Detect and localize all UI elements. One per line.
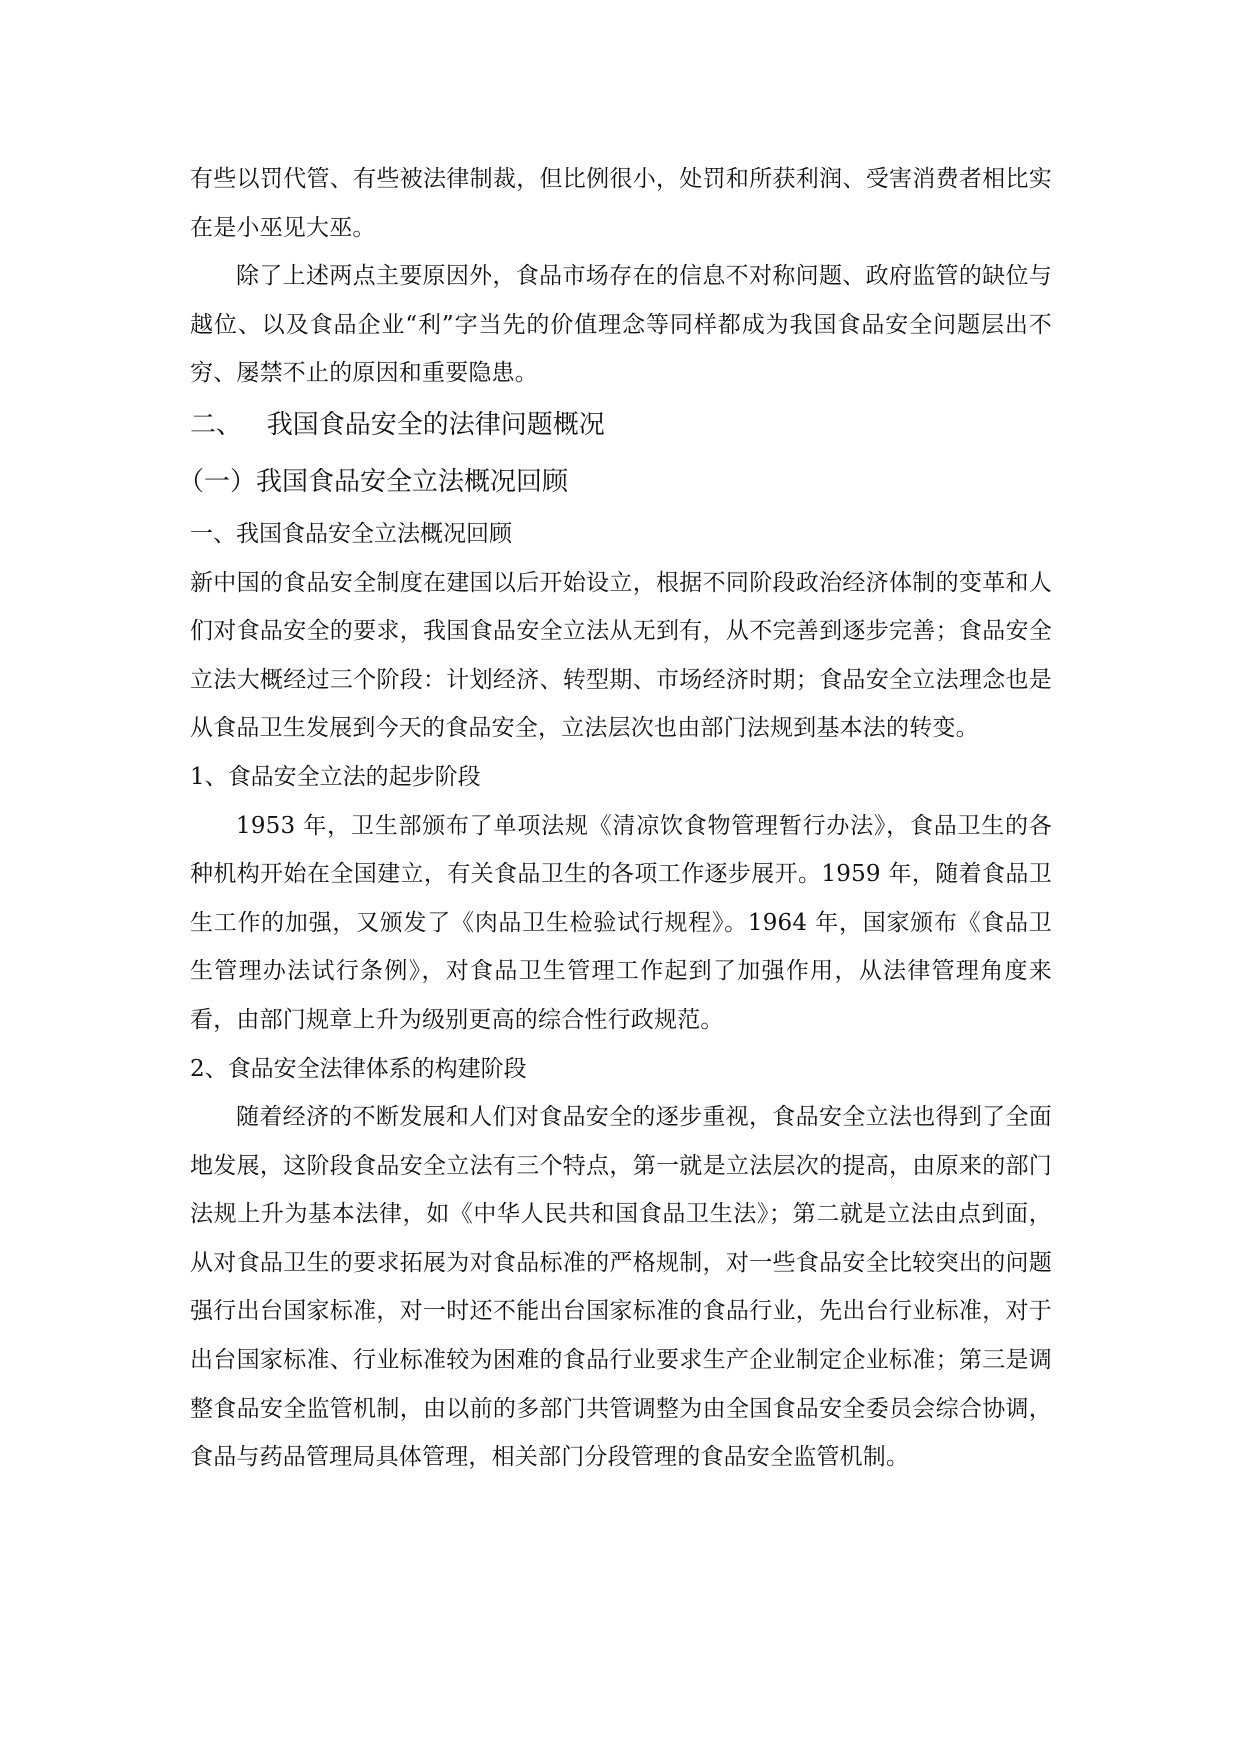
stage2-paragraph: 随着经济的不断发展和人们对食品安全的逐步重视，食品安全立法也得到了全面地发展，这阶段食品安全立法有三个特点，第一就是立法层次的提高，由原来的部门法规上升为基本法律，如《中华人民共和国食品卫生法》；第二就是立法由点到面，从对食品卫生的要求拓展为对食品标准的严格规制，对一些食品安全比较突出的问题强行出台国家标准，对一时还不能出台国家标准的食品行业，先出台行业标准，对于出台国家标准、行业标准较为困难的食品行业要求生产企业制定企业标准；第三是调整食品安全监管机制，由以前的多部门共管调整为由全国食品安全委员会综合协调，食品与药品管理局具体管理，相关部门分段管理的食品安全监管机制。	[190, 1104, 1052, 1471]
stage2-heading: 2、食品安全法律体系的构建阶段	[190, 1055, 527, 1082]
document-body	[178, 155, 1052, 1482]
paragraph-continuation: 有些以罚代管、有些被法律制裁，但比例很小，处罚和所获利润、受害消费者相比实在是小巫见大巫。	[190, 166, 1052, 241]
stage1-paragraph: 1953 年，卫生部颁布了单项法规《清凉饮食物管理暂行办法》，食品卫生的各种机构开始在全国建立，有关食品卫生的各项工作逐步展开。1959 年，随着食品卫生工作的加强，又颁发了《肉品卫生检验试行规程》。1964 年，国家颁布《食品卫生管理办法试行条例》，对食品卫生管理工作起到了加强作用，从法律管理角度来看，由部门规章上升为级别更高的综合性行政规范。	[190, 812, 1052, 1033]
stage1-heading: 1、食品安全立法的起步阶段	[190, 763, 481, 790]
paragraph-other-causes: 除了上述两点主要原因外，食品市场存在的信息不对称问题、政府监管的缺位与越位、以及食品企业“利”字当先的价值理念等同样都成为我国食品安全问题层出不穷、屡禁不止的原因和重要隐患。	[190, 263, 1052, 387]
subsection-heading: （一）我国食品安全立法概况回顾	[178, 466, 569, 497]
paragraph-intro: 新中国的食品安全制度在建国以后开始设立，根据不同阶段政治经济体制的变革和人们对食品安全的要求，我国食品安全立法从无到有，从不完善到逐步完善；食品安全立法大概经过三个阶段：计划经济、转型期、市场经济时期；食品安全立法理念也是从食品卫生发展到今天的食品安全，立法层次也由部门法规到基本法的转变。	[190, 569, 1052, 742]
item-heading: 一、我国食品安全立法概况回顾	[190, 520, 512, 547]
section-heading: 二、 我国食品安全的法律问题概况	[190, 409, 605, 440]
